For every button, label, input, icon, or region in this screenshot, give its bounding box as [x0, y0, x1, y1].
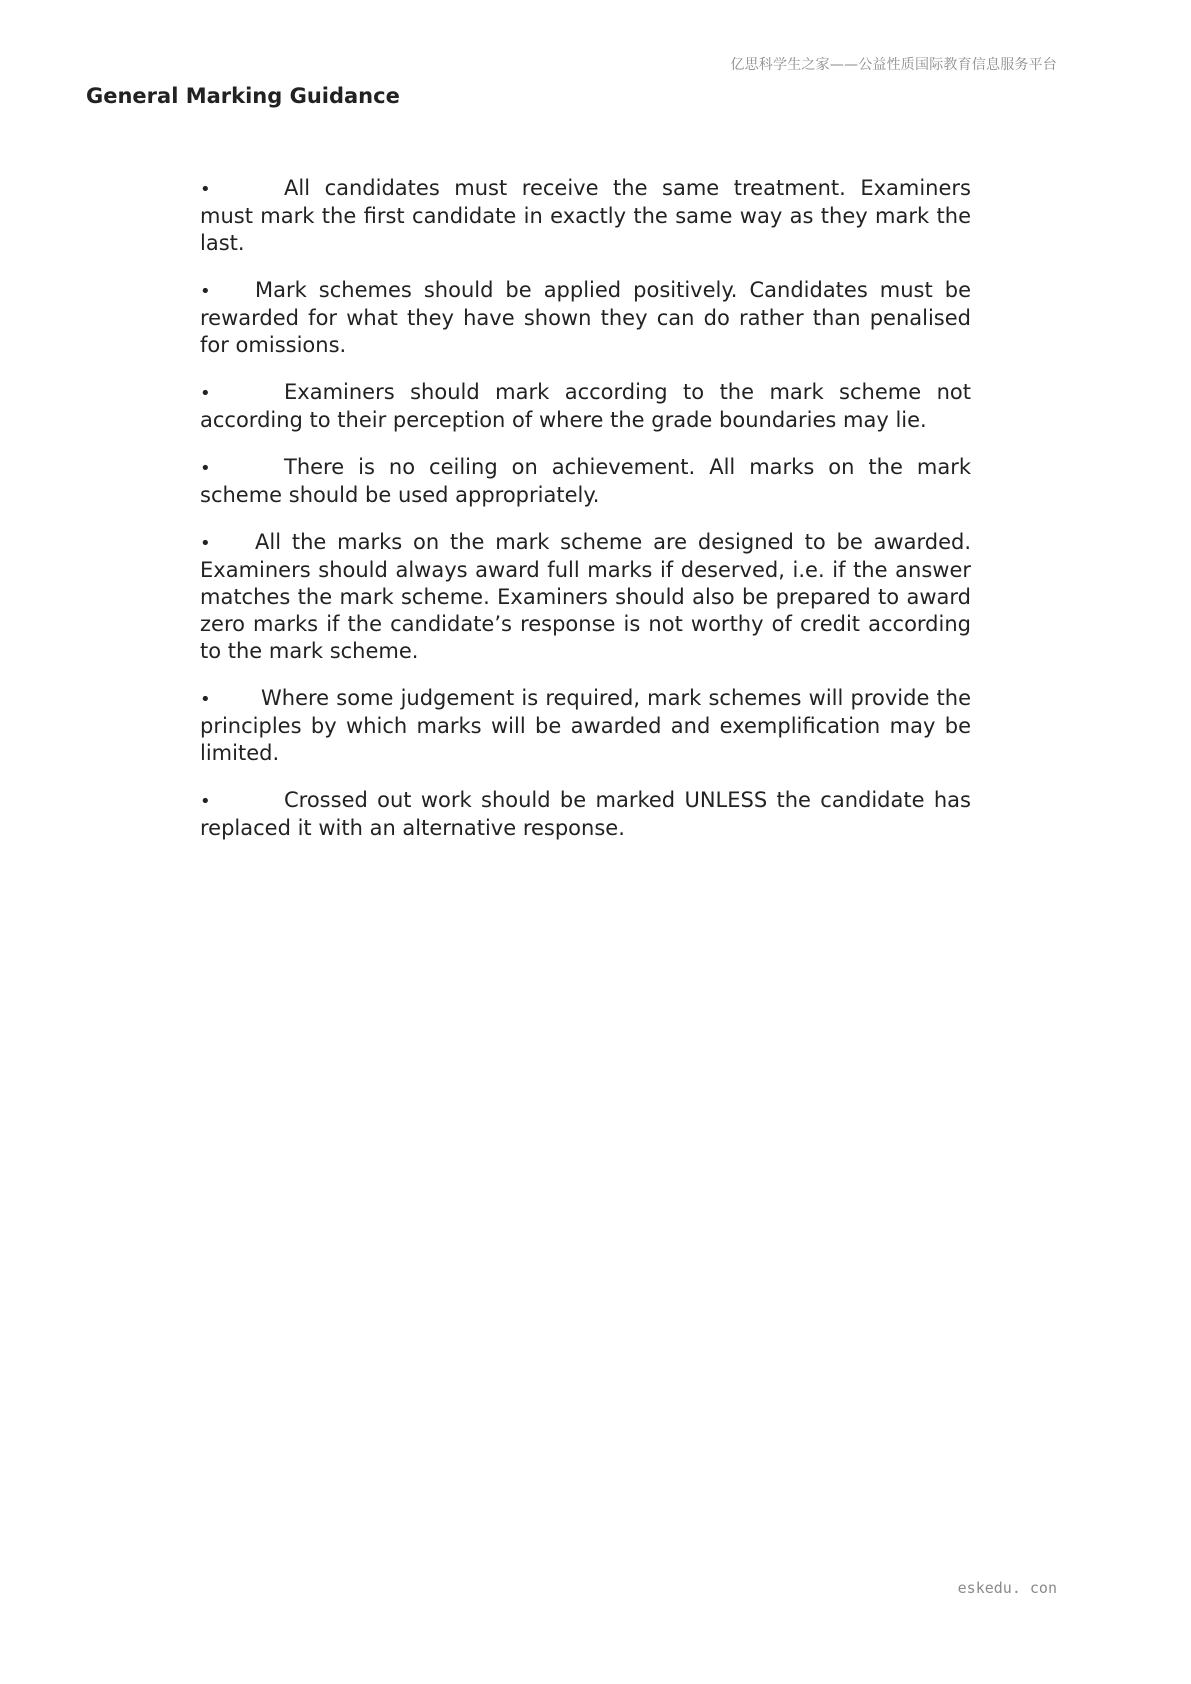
list-item: • Crossed out work should be marked UNLESS the candidate has replaced it with an alternative response.	[200, 788, 971, 840]
list-item-text: All candidates must receive the same treatment. Examiners must mark the first candidate in exactly the same way as they mark the last.	[200, 176, 971, 255]
list-item-text: Where some judgement is required, mark schemes will provide the principles by which marks will be awarded and exemplification may be limited.	[200, 686, 971, 765]
list-item-text: Examiners should mark according to the mark scheme not according to their perception of where the grade boundaries may lie.	[200, 380, 971, 432]
list-item-text: Mark schemes should be applied positively. Candidates must be rewarded for what they have shown they can do rather than penalised for omissions.	[200, 278, 971, 357]
list-item-text: All the marks on the mark scheme are designed to be awarded. Examiners should always award full marks if deserved, i.e. if the answer matches the mark scheme. Examiners should also be prepared to award zero marks if the candidate’s response is not worthy of credit according to the mark scheme.	[200, 530, 971, 663]
list-item-text: Crossed out work should be marked UNLESS the candidate has replaced it with an alternative response.	[200, 788, 971, 840]
list-item: • Mark schemes should be applied positively. Candidates must be rewarded for what they have shown they can do rather than penalised for omissions.	[200, 278, 971, 357]
page-title: General Marking Guidance	[86, 84, 400, 108]
guidance-list	[200, 175, 971, 862]
header-watermark: 亿思科学生之家——公益性质国际教育信息服务平台	[730, 57, 1057, 73]
list-item: • Where some judgement is required, mark schemes will provide the principles by which marks will be awarded and exemplification may be limited.	[200, 686, 971, 765]
list-item: • All the marks on the mark scheme are designed to be awarded. Examiners should always award full marks if deserved, i.e. if the answer matches the mark scheme. Examiners should also be prepared to award zero marks if the candidate’s response is not worthy of credit according to the mark scheme.	[200, 530, 971, 663]
footer-site: eskedu. con	[957, 1579, 1057, 1597]
list-item-text: There is no ceiling on achievement. All marks on the mark scheme should be used appropriately.	[200, 455, 971, 507]
list-item: • There is no ceiling on achievement. All marks on the mark scheme should be used appropriately.	[200, 455, 971, 507]
list-item: • All candidates must receive the same treatment. Examiners must mark the first candidate in exactly the same way as they mark the last.	[200, 176, 971, 255]
list-item: • Examiners should mark according to the mark scheme not according to their perception of where the grade boundaries may lie.	[200, 380, 971, 432]
